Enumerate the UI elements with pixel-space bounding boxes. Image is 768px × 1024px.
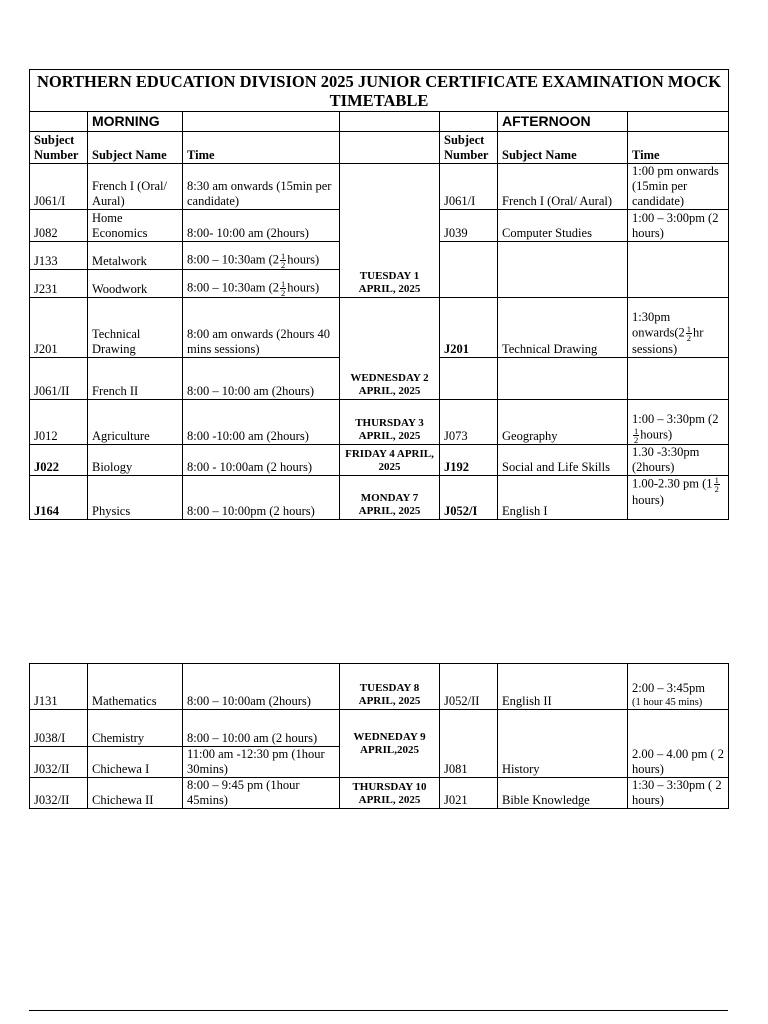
- date-label: WEDNEDAY 9 APRIL,2025: [353, 730, 426, 756]
- date-cell: [340, 298, 440, 400]
- subject-number-pm: J039: [440, 210, 498, 242]
- subject-name-pm: English II: [498, 664, 628, 710]
- subject-name: Physics: [88, 476, 183, 520]
- header-time: Time: [183, 132, 340, 164]
- subject-number: J131: [30, 664, 88, 710]
- subject-number: J133: [30, 242, 88, 270]
- table-row: [30, 400, 729, 445]
- time: 8:00 – 10:00pm (2 hours): [183, 476, 340, 520]
- subject-number: J032/II: [30, 747, 88, 778]
- fraction-half: $\frac{1}{2}$: [281, 279, 286, 298]
- header-time-pm: Time: [628, 132, 729, 164]
- time-pm: 1:00 – 3:30pm (2 $\frac{1}{2}$ hours): [628, 400, 729, 445]
- time: 8:00 – 10:00 am (2 hours): [183, 710, 340, 747]
- time: 8:00 – 9:45 pm (1hour 45mins): [183, 778, 340, 809]
- timetable-main: [29, 69, 729, 520]
- subject-name: Technical Drawing: [88, 298, 183, 358]
- date-cell: [340, 400, 440, 445]
- time-pm: 1:30 – 3:30pm ( 2 hours): [628, 778, 729, 809]
- subject-name-pm: French I (Oral/ Aural): [498, 164, 628, 210]
- table-row: [30, 445, 729, 476]
- subject-number: J061/II: [30, 358, 88, 400]
- date-label: TUESDAY 1 APRIL, 2025: [358, 270, 421, 295]
- subject-number-pm: J073: [440, 400, 498, 445]
- fraction-half: $\frac{1}{2}$: [281, 251, 286, 270]
- table-row: [30, 476, 729, 520]
- header-subject-name-pm: Subject Name: [498, 132, 628, 164]
- morning-label: MORNING: [88, 112, 183, 132]
- subject-number: J032/II: [30, 778, 88, 809]
- subject-name-pm: Social and Life Skills: [498, 445, 628, 476]
- fraction-half: $\frac{1}{2}$: [686, 324, 692, 343]
- subject-name-pm: Geography: [498, 400, 628, 445]
- date-label: FRIDAY 4 APRIL, 2025: [345, 448, 434, 473]
- date-label: MONDAY 7 APRIL, 2025: [358, 492, 421, 517]
- date-label: THURSDAY 3 APRIL, 2025: [355, 417, 424, 442]
- header-subject-number: Subject Number: [30, 132, 88, 164]
- subject-number-pm: J081: [440, 710, 498, 778]
- subject-name: Chichewa I: [88, 747, 183, 778]
- subject-name: Home Economics: [88, 210, 183, 242]
- time: 8:00 – 10:00 am (2hours): [183, 358, 340, 400]
- subject-number: J061/I: [30, 164, 88, 210]
- subject-number-pm: J192: [440, 445, 498, 476]
- date-cell: [340, 710, 440, 778]
- date-label: THURSDAY 10 APRIL, 2025: [352, 781, 427, 806]
- subject-name: Chemistry: [88, 710, 183, 747]
- afternoon-label: AFTERNOON: [498, 112, 628, 132]
- subject-number: J231: [30, 270, 88, 298]
- time: 11:00 am -12:30 pm (1hour 30mins): [183, 747, 340, 778]
- subject-number-pm: J052/I: [440, 476, 498, 520]
- time-pm: 2.00 – 4.00 pm ( 2 hours): [628, 710, 729, 778]
- subject-number: J022: [30, 445, 88, 476]
- header-row: [30, 132, 729, 164]
- subject-name: Woodwork: [88, 270, 183, 298]
- time-pm: 1:30pm onwards(2 $\frac{1}{2}$ hr sessions): [628, 298, 729, 358]
- footer-divider: [29, 1010, 728, 1011]
- time: 8:30 am onwards (15min per candidate): [183, 164, 340, 210]
- table-row: [30, 164, 729, 210]
- date-cell: [340, 164, 440, 298]
- subject-name: French I (Oral/ Aural): [88, 164, 183, 210]
- time-pm: 1:00 – 3:00pm (2 hours): [628, 210, 729, 242]
- subject-number: J164: [30, 476, 88, 520]
- time-pm: 1:00 pm onwards (15min per candidate): [628, 164, 729, 210]
- subject-number-pm: J021: [440, 778, 498, 809]
- time-pm: 1.00-2.30 pm (1 $\frac{1}{2}$ hours): [628, 476, 729, 520]
- subject-number: J082: [30, 210, 88, 242]
- subject-number: J012: [30, 400, 88, 445]
- subject-name-pm: Bible Knowledge: [498, 778, 628, 809]
- time: 8:00 – 10:00am (2hours): [183, 664, 340, 710]
- table-row: [30, 664, 729, 710]
- subject-name-pm: Technical Drawing: [498, 298, 628, 358]
- date-cell: [340, 778, 440, 809]
- time: 8:00 -10:00 am (2hours): [183, 400, 340, 445]
- header-subject-name: Subject Name: [88, 132, 183, 164]
- timetable-continued: [29, 663, 729, 809]
- time: 8:00 - 10:00am (2 hours): [183, 445, 340, 476]
- subject-name-pm: History: [498, 710, 628, 778]
- fraction-half: $\frac{1}{2}$: [714, 475, 719, 494]
- subject-number-pm: J052/II: [440, 664, 498, 710]
- subject-name: Metalwork: [88, 242, 183, 270]
- date-cell: [340, 476, 440, 520]
- header-subject-number-pm: Subject Number: [440, 132, 498, 164]
- date-cell: [340, 445, 440, 476]
- subject-name: Mathematics: [88, 664, 183, 710]
- subject-number-pm: J201: [440, 298, 498, 358]
- date-label: TUESDAY 8 APRIL, 2025: [358, 682, 421, 707]
- subject-number: J038/I: [30, 710, 88, 747]
- table-row: [30, 778, 729, 809]
- time: 8:00 – 10:30am (2 $\frac{1}{2}$ hours): [183, 242, 340, 270]
- subject-name-pm: English I: [498, 476, 628, 520]
- time: 8:00 am onwards (2hours 40 mins sessions): [183, 298, 340, 358]
- page-title: NORTHERN EDUCATION DIVISION 2025 JUNIOR CERTIFICATE EXAMINATION MOCK TIMETABLE: [30, 70, 729, 112]
- time-pm: 2:00 – 3:45pm (1 hour 45 mins): [628, 664, 729, 710]
- time: 8:00 – 10:30am (2 $\frac{1}{2}$ hours): [183, 270, 340, 298]
- date-cell: [340, 664, 440, 710]
- table-row: [30, 298, 729, 358]
- subject-name: Agriculture: [88, 400, 183, 445]
- date-label: WEDNESDAY 2 APRIL, 2025: [350, 372, 429, 397]
- table-row: [30, 710, 729, 747]
- subject-name: Biology: [88, 445, 183, 476]
- subject-number: J201: [30, 298, 88, 358]
- time-pm: 1.30 -3:30pm (2hours): [628, 445, 729, 476]
- fraction-half: $\frac{1}{2}$: [634, 426, 639, 445]
- subject-number-pm: J061/I: [440, 164, 498, 210]
- subject-name: French II: [88, 358, 183, 400]
- time: 8:00- 10:00 am (2hours): [183, 210, 340, 242]
- subject-name: Chichewa II: [88, 778, 183, 809]
- subject-name-pm: Computer Studies: [498, 210, 628, 242]
